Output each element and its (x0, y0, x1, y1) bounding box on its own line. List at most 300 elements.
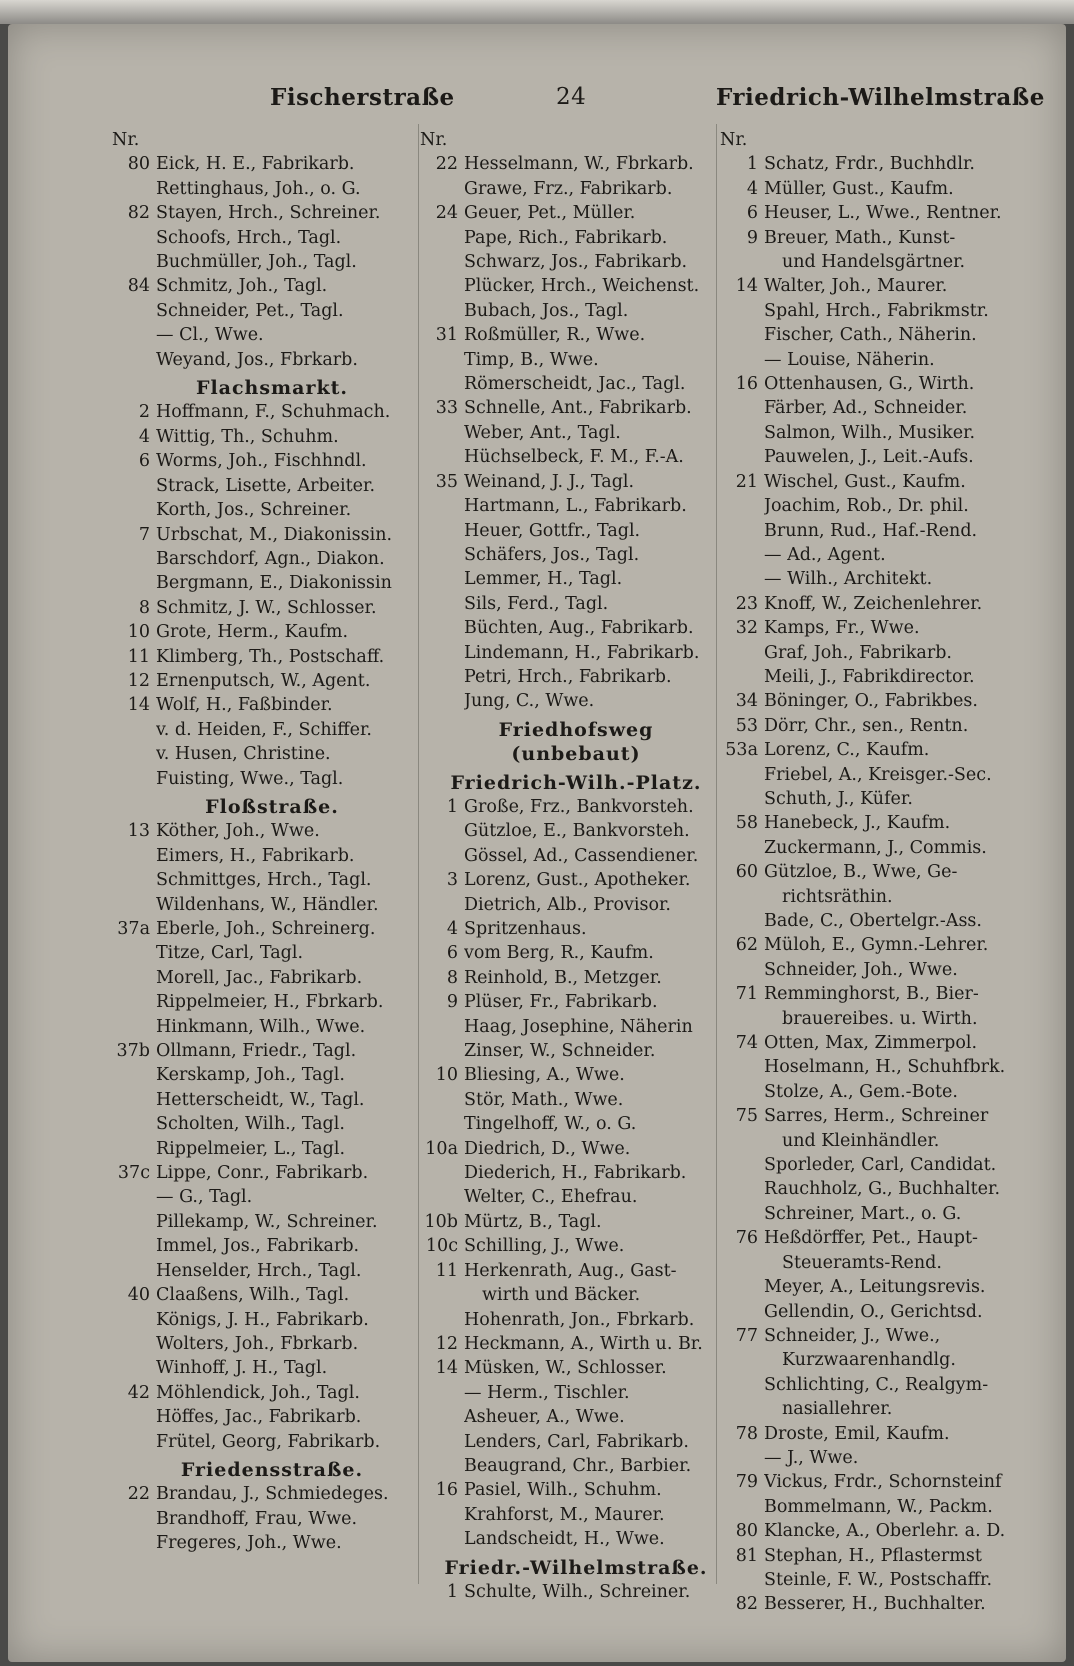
directory-entry (720, 763, 1020, 787)
resident-text: Graf, Joh., Fabrikarb. (764, 642, 952, 663)
directory-entry (720, 470, 1020, 494)
resident-text: Brandhoff, Frau, Wwe. (156, 1508, 358, 1529)
house-number (720, 909, 764, 933)
directory-entry (720, 933, 1020, 957)
resident-text: Petri, Hrch., Fabrikarb. (464, 666, 672, 687)
resident-text: brauereibes. u. Wirth. (782, 1008, 978, 1029)
directory-entry (420, 1454, 712, 1478)
house-number (112, 1088, 156, 1112)
directory-entry (112, 990, 412, 1014)
directory-entry (720, 787, 1020, 811)
resident-text: Remminghorst, B., Bier- (764, 984, 979, 1005)
house-number (112, 990, 156, 1014)
house-number: 1 (746, 154, 758, 175)
directory-entry (720, 1519, 1020, 1543)
house-number: 75 (735, 1106, 758, 1127)
directory-entry (420, 1503, 712, 1527)
house-number: 84 (127, 276, 150, 297)
house-number: 12 (435, 1333, 458, 1354)
resident-text: Lemmer, H., Tagl. (464, 569, 623, 590)
directory-entry (720, 274, 1020, 298)
house-number: 22 (435, 154, 458, 175)
house-number (112, 177, 156, 201)
house-number: 14 (735, 276, 758, 297)
house-number (720, 1446, 764, 1470)
house-number (112, 474, 156, 498)
house-number: 42 (127, 1382, 150, 1403)
house-number (112, 299, 156, 323)
resident-text: Diedrich, D., Wwe. (464, 1138, 631, 1159)
house-number: 9 (746, 227, 758, 248)
directory-entry (112, 941, 412, 965)
directory-entry (112, 819, 412, 843)
directory-entry (420, 941, 712, 965)
directory-entry (720, 543, 1020, 567)
resident-text: Hanebeck, J., Kaufm. (764, 813, 951, 834)
resident-text: Meyer, A., Leitungsrevis. (764, 1277, 986, 1298)
directory-entry (112, 645, 412, 669)
house-number (720, 665, 764, 689)
house-number: 1 (446, 1581, 458, 1602)
directory-entry (112, 693, 412, 717)
directory-entry (720, 226, 1020, 250)
directory-entry (720, 567, 1020, 591)
directory-entry (420, 421, 712, 445)
resident-text: Sils, Ferd., Tagl. (464, 593, 609, 614)
directory-entry (720, 738, 1020, 762)
resident-text: Geuer, Pet., Müller. (464, 203, 636, 224)
directory-entry (112, 425, 412, 449)
directory-entry (112, 348, 412, 372)
directory-entry (112, 299, 412, 323)
house-number (420, 1283, 464, 1307)
house-number (420, 1503, 464, 1527)
house-number: 10c (425, 1236, 458, 1257)
house-number: 6 (138, 451, 150, 472)
resident-text: Wischel, Gust., Kaufm. (764, 471, 966, 492)
house-number (112, 323, 156, 347)
resident-text: nasiallehrer. (782, 1399, 893, 1420)
resident-text: Gellendin, O., Gerichtsd. (764, 1301, 983, 1322)
resident-text: Böninger, O., Fabrikbes. (764, 691, 978, 712)
house-number: 37a (117, 919, 150, 939)
resident-text: v. d. Heiden, F., Schiffer. (156, 719, 372, 740)
resident-text: — G., Tagl. (156, 1187, 253, 1208)
house-number (720, 1275, 764, 1299)
house-number (720, 1129, 764, 1153)
resident-text: Dörr, Chr., sen., Rentn. (764, 715, 969, 736)
house-number (420, 299, 464, 323)
resident-text: Lorenz, Gust., Apotheker. (464, 870, 691, 891)
house-number (420, 1015, 464, 1039)
directory-entry (720, 1275, 1020, 1299)
resident-text: Bergmann, E., Diakonissin (156, 573, 392, 594)
directory-entry (420, 641, 712, 665)
house-number (420, 421, 464, 445)
house-number (720, 1055, 764, 1079)
directory-entry (420, 470, 712, 494)
column-1 (112, 128, 412, 1556)
directory-entry (420, 299, 712, 323)
house-number: 81 (735, 1545, 758, 1566)
house-number (720, 1373, 764, 1397)
resident-text: Klancke, A., Oberlehr. a. D. (764, 1521, 1006, 1542)
resident-text: Lorenz, C., Kaufm. (764, 740, 930, 761)
resident-text: Titze, Carl, Tagl. (156, 943, 304, 964)
street-heading: Floßstraße. (205, 795, 339, 818)
directory-entry (112, 1482, 412, 1506)
resident-text: Schmittges, Hrch., Tagl. (156, 870, 372, 891)
directory-entry (112, 868, 412, 892)
directory-entry (720, 177, 1020, 201)
directory-entry (112, 1161, 412, 1185)
directory-entry (720, 1324, 1020, 1348)
resident-text: Färber, Ad., Schneider. (764, 398, 968, 419)
directory-entry (112, 1039, 412, 1063)
directory-entry (720, 1177, 1020, 1201)
resident-text: Otten, Max, Zimmerpol. (764, 1033, 978, 1054)
house-number (112, 1185, 156, 1209)
resident-text: Höffes, Jac., Fabrikarb. (156, 1407, 362, 1428)
house-number: 76 (735, 1228, 758, 1249)
house-number (720, 323, 764, 347)
house-number (112, 1063, 156, 1087)
directory-entry (420, 1430, 712, 1454)
directory-entry (112, 596, 412, 620)
resident-text: Wolf, H., Faßbinder. (156, 695, 333, 716)
house-number (420, 665, 464, 689)
directory-entry (720, 909, 1020, 933)
directory-entry (112, 767, 412, 791)
house-number: 60 (735, 862, 758, 883)
directory-entry (112, 966, 412, 990)
house-number (720, 567, 764, 591)
resident-text: Weber, Ant., Tagl. (464, 422, 621, 443)
directory-entry (720, 860, 1020, 884)
directory-entry (720, 1080, 1020, 1104)
directory-entry (720, 1446, 1020, 1470)
resident-text: Frütel, Georg, Fabrikarb. (156, 1431, 381, 1452)
house-number: 79 (735, 1472, 758, 1493)
directory-entry (720, 714, 1020, 738)
resident-text: Hinkmann, Wilh., Wwe. (156, 1016, 366, 1037)
resident-text: Kerskamp, Joh., Tagl. (156, 1065, 345, 1086)
resident-text: Brandau, J., Schmiedeges. (156, 1484, 389, 1505)
house-number: 1 (446, 796, 458, 817)
resident-text: Eick, H. E., Fabrikarb. (156, 154, 355, 175)
house-number (420, 543, 464, 567)
house-number (720, 885, 764, 909)
resident-text: Bade, C., Obertelgr.-Ass. (764, 911, 982, 931)
resident-text: Salmon, Wilh., Musiker. (764, 422, 976, 443)
house-number (420, 1185, 464, 1209)
directory-entry (720, 1251, 1020, 1275)
house-number (112, 1507, 156, 1531)
house-number (720, 1251, 764, 1275)
directory-entry (420, 274, 712, 298)
directory-entry (420, 1039, 712, 1063)
directory-page (8, 24, 1066, 1662)
house-number: 22 (127, 1484, 150, 1505)
directory-entry (720, 665, 1020, 689)
house-number (112, 844, 156, 868)
resident-text: Gössel, Ad., Cassendiener. (464, 845, 699, 866)
house-number: 21 (735, 471, 758, 492)
resident-text: Tingelhoff, W., o. G. (464, 1114, 637, 1135)
directory-entry (112, 844, 412, 868)
directory-entry (420, 1527, 712, 1551)
house-number (420, 494, 464, 518)
directory-entry (720, 982, 1020, 1006)
directory-entry (112, 1381, 412, 1405)
resident-text: Stayen, Hrch., Schreiner. (156, 203, 381, 224)
house-number: 74 (735, 1033, 758, 1054)
directory-entry (720, 616, 1020, 640)
resident-text: Krahforst, M., Maurer. (464, 1504, 665, 1525)
house-number (720, 348, 764, 372)
directory-entry (420, 250, 712, 274)
house-number (112, 547, 156, 571)
resident-text: Bubach, Jos., Tagl. (464, 300, 629, 321)
resident-text: Köther, Joh., Wwe. (156, 821, 320, 842)
house-number (420, 1454, 464, 1478)
directory-entry (112, 523, 412, 547)
house-number (720, 421, 764, 445)
house-number (720, 1348, 764, 1372)
directory-entry (112, 400, 412, 424)
resident-text: Diederich, H., Fabrikarb. (464, 1163, 687, 1184)
resident-text: Steinle, F. W., Postschaffr. (764, 1569, 993, 1590)
resident-text: Knoff, W., Zeichenlehrer. (764, 593, 983, 614)
directory-entry (420, 689, 712, 713)
directory-entry (420, 543, 712, 567)
resident-text: Gützloe, E., Bankvorsteh. (464, 821, 690, 842)
house-number: 10b (424, 1211, 458, 1232)
directory-entry (720, 885, 1020, 909)
resident-text: Ollmann, Friedr., Tagl. (156, 1041, 357, 1062)
house-number (420, 1161, 464, 1185)
directory-entry (112, 1332, 412, 1356)
header-left-street: Fischerstraße (270, 84, 455, 111)
resident-text: Zuckermann, J., Commis. (764, 837, 987, 858)
house-number (720, 641, 764, 665)
column-divider (716, 124, 717, 1584)
resident-text: — Louise, Näherin. (764, 349, 935, 370)
resident-text: Schatz, Frdr., Buchhdlr. (764, 154, 975, 175)
house-number (720, 299, 764, 323)
house-number: 16 (435, 1480, 458, 1501)
resident-text: Breuer, Math., Kunst- (764, 227, 956, 248)
resident-text: Joachim, Rob., Dr. phil. (764, 496, 969, 517)
directory-entry (112, 1531, 412, 1555)
house-number (112, 1210, 156, 1234)
directory-entry (420, 592, 712, 616)
house-number: 77 (735, 1325, 758, 1346)
resident-text: Claaßens, Wilh., Tagl. (156, 1285, 350, 1306)
resident-text: Römerscheidt, Jac., Tagl. (464, 374, 686, 395)
resident-text: Pasiel, Wilh., Schuhm. (464, 1480, 662, 1501)
directory-entry (720, 1470, 1020, 1494)
directory-entry (112, 1063, 412, 1087)
directory-entry (720, 1348, 1020, 1372)
house-number: 34 (735, 691, 758, 712)
resident-text: Fuisting, Wwe., Tagl. (156, 768, 344, 789)
directory-entry (720, 152, 1020, 176)
resident-text: Schulte, Wilh., Schreiner. (464, 1581, 691, 1602)
house-number (420, 616, 464, 640)
directory-entry (720, 250, 1020, 274)
scan-top-edge (0, 0, 1074, 24)
house-number: 37c (117, 1163, 150, 1184)
house-number: 16 (735, 374, 758, 395)
resident-text: Ernenputsch, W., Agent. (156, 670, 371, 691)
house-number (420, 1430, 464, 1454)
resident-text: Schnelle, Ant., Fabrikarb. (464, 398, 692, 419)
directory-entry (720, 494, 1020, 518)
street-heading: Flachsmarkt. (195, 377, 349, 400)
directory-entry (420, 1185, 712, 1209)
directory-entry (112, 1112, 412, 1136)
column-header (420, 128, 712, 152)
directory-entry (720, 1422, 1020, 1446)
street-heading: Friedensstraße. (180, 1458, 364, 1481)
house-number (112, 718, 156, 742)
resident-text: Korth, Jos., Schreiner. (156, 500, 352, 521)
resident-text: Schlichting, C., Realgym- (764, 1374, 989, 1395)
resident-text: und Kleinhändler. (782, 1130, 940, 1151)
house-number: 58 (735, 813, 758, 834)
house-number (112, 1308, 156, 1332)
house-number: 10 (435, 1065, 458, 1086)
house-number (720, 1177, 764, 1201)
resident-text: Heuser, L., Wwe., Rentner. (764, 203, 1002, 224)
directory-entry (112, 571, 412, 595)
resident-text: Heßdörffer, Pet., Haupt- (764, 1228, 978, 1249)
house-number: 31 (435, 325, 458, 346)
resident-text: Rettinghaus, Joh., o. G. (156, 178, 361, 199)
resident-text: Kurzwaarenhandlg. (782, 1350, 956, 1371)
page-number: 24 (556, 84, 587, 110)
resident-text: Rauchholz, G., Buchhalter. (764, 1179, 1001, 1200)
house-number: 24 (435, 203, 458, 224)
directory-entry (112, 474, 412, 498)
directory-entry (112, 274, 412, 298)
directory-entry (720, 811, 1020, 835)
resident-text: Walter, Joh., Maurer. (764, 276, 948, 297)
house-number (420, 226, 464, 250)
directory-entry (420, 226, 712, 250)
resident-text: Lenders, Carl, Fabrikarb. (464, 1431, 689, 1452)
house-number (720, 1300, 764, 1324)
resident-text: Schuth, J., Küfer. (764, 788, 913, 809)
resident-text: — Ad., Agent. (764, 544, 886, 565)
directory-entry (420, 1210, 712, 1234)
house-number: 6 (746, 203, 758, 224)
house-number (420, 1308, 464, 1332)
house-number: 35 (435, 471, 458, 492)
house-number: 53 (735, 715, 758, 736)
house-number (720, 1080, 764, 1104)
house-number: 2 (138, 402, 150, 423)
directory-entry (420, 893, 712, 917)
house-number (420, 274, 464, 298)
house-number (112, 1234, 156, 1258)
directory-entry (112, 323, 412, 347)
directory-entry (720, 1031, 1020, 1055)
resident-text: Pauwelen, J., Leit.-Aufs. (764, 447, 974, 468)
house-number (420, 519, 464, 543)
resident-text: Schmitz, J. W., Schlosser. (156, 597, 377, 618)
directory-entry (112, 669, 412, 693)
house-number (112, 868, 156, 892)
directory-entry (420, 1259, 712, 1283)
house-number: 4 (138, 426, 150, 447)
resident-text: Wittig, Th., Schuhm. (156, 426, 339, 447)
directory-entry (720, 1226, 1020, 1250)
resident-text: — Herm., Tischler. (464, 1382, 630, 1403)
resident-text: Haag, Josephine, Näherin (464, 1016, 693, 1037)
resident-text: Große, Frz., Bankvorsteh. (464, 796, 694, 817)
house-number: 33 (435, 398, 458, 419)
house-number: 3 (446, 870, 458, 891)
resident-text: Klimberg, Th., Postschaff. (156, 646, 385, 667)
house-number (720, 1495, 764, 1519)
resident-text: Rippelmeier, H., Fbrkarb. (156, 992, 384, 1013)
directory-entry (112, 1430, 412, 1454)
directory-entry (420, 396, 712, 420)
street-heading: Friedrich-Wilh.-Platz. (450, 771, 702, 794)
directory-entry (420, 1137, 712, 1161)
house-number: 7 (138, 524, 150, 545)
directory-entry (720, 519, 1020, 543)
house-number (720, 445, 764, 469)
column-3 (720, 128, 1020, 1617)
house-number: 40 (127, 1285, 150, 1306)
resident-text: Vickus, Frdr., Schornsteinf (764, 1472, 1002, 1493)
resident-text: Hartmann, L., Fabrikarb. (464, 496, 687, 517)
directory-entry (112, 1015, 412, 1039)
resident-text: Stolze, A., Gem.-Bote. (764, 1081, 958, 1102)
house-number (420, 689, 464, 713)
house-number: 10a (425, 1138, 458, 1159)
directory-entry (420, 201, 712, 225)
resident-text: Urbschat, M., Diakonissin. (156, 524, 393, 545)
directory-entry (112, 449, 412, 473)
house-number: 6 (446, 943, 458, 964)
house-number (420, 1405, 464, 1429)
house-number: 13 (127, 821, 150, 842)
directory-entry (112, 1308, 412, 1332)
directory-entry (720, 1544, 1020, 1568)
directory-entry (720, 445, 1020, 469)
directory-entry (112, 718, 412, 742)
resident-text: wirth und Bäcker. (482, 1285, 641, 1306)
house-number (112, 1531, 156, 1555)
directory-entry (420, 844, 712, 868)
directory-entry (420, 372, 712, 396)
resident-text: Asheuer, A., Wwe. (464, 1407, 625, 1428)
resident-text: Reinhold, B., Metzger. (464, 967, 662, 988)
house-number (112, 1112, 156, 1136)
resident-text: Hüchselbeck, F. M., F.-A. (464, 447, 684, 468)
house-number (720, 1202, 764, 1226)
directory-entry (112, 547, 412, 571)
house-number (720, 836, 764, 860)
house-number (420, 819, 464, 843)
resident-text: Grawe, Frz., Fabrikarb. (464, 178, 673, 199)
house-number (720, 396, 764, 420)
directory-entry (420, 1234, 712, 1258)
